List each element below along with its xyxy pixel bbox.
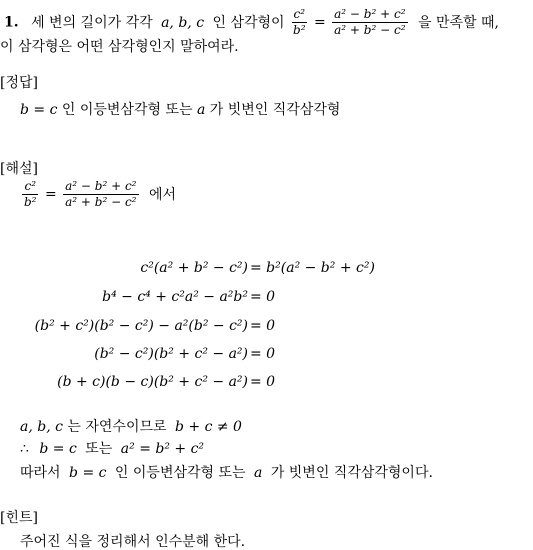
equation-rhs: = b²(a² − b² + c²) <box>250 260 375 276</box>
fraction-numerator: c² <box>22 180 38 195</box>
solution-text: 가 빗변인 직각삼각형이다. <box>270 465 433 481</box>
equation-lhs: (b² − c²)(b² + c² − a²) <box>94 346 248 362</box>
problem-fraction-rhs <box>332 8 407 37</box>
equation-lhs: (b² + c²)(b² − c²) − a²(b² − c²) <box>34 318 248 334</box>
solution-fraction-rhs <box>63 180 138 209</box>
equation-row <box>0 289 533 307</box>
answer-text-post: 가 빗변인 직각삼각형 <box>209 102 341 118</box>
equation-row <box>0 260 533 278</box>
solution-math: b + c ≠ 0 <box>174 419 242 435</box>
equation-row <box>0 346 533 364</box>
solution-fraction-lhs <box>22 180 39 209</box>
equation-row <box>0 374 533 392</box>
problem-line-2: 이 삼각형은 어떤 삼각형인지 말하여라. <box>0 39 239 55</box>
fraction-denominator: b² <box>293 23 306 38</box>
answer-var: a <box>196 102 206 118</box>
solution-text: 는 자연수이므로 <box>67 419 167 435</box>
problem-line-1 <box>4 8 499 37</box>
equation-rhs: = 0 <box>250 346 276 362</box>
solution-math: b = c <box>39 441 77 457</box>
problem-number: 1. <box>4 14 19 31</box>
problem-text-post: 을 만족할 때, <box>417 14 499 31</box>
fraction-denominator: a² + b² − c² <box>65 195 137 210</box>
solution-intro <box>20 180 176 209</box>
therefore-symbol: ∴ <box>20 441 29 457</box>
hint-text: 주어진 식을 정리해서 인수분해 한다. <box>20 534 246 550</box>
solution-text: 인 이등변삼각형 또는 <box>114 465 246 481</box>
solution-line-conclusion <box>20 466 433 480</box>
solution-text: 따라서 <box>20 465 61 481</box>
problem-text-pre: 세 변의 길이가 각각 <box>31 14 153 31</box>
problem-fraction-lhs <box>291 8 308 37</box>
fraction-numerator: c² <box>292 8 308 23</box>
answer-math: b = c <box>20 102 58 118</box>
answer-text-pre: 인 이등변삼각형 또는 <box>61 102 193 118</box>
equation-rhs: = 0 <box>250 289 276 305</box>
solution-line-natural <box>20 420 242 434</box>
solution-label: [해설] <box>0 161 38 177</box>
equation-rhs: = 0 <box>250 374 276 390</box>
equation-lhs: b⁴ − c⁴ + c²a² − a²b² <box>102 289 248 305</box>
problem-vars: a, b, c <box>161 14 205 31</box>
solution-text: 또는 <box>85 441 113 457</box>
equals-sign: = <box>44 186 57 203</box>
fraction-numerator: a² − b² + c² <box>332 8 407 23</box>
answer-line <box>20 103 340 117</box>
equation-row <box>0 318 533 336</box>
fraction-denominator: b² <box>24 195 37 210</box>
fraction-numerator: a² − b² + c² <box>63 180 138 195</box>
solution-line-therefore <box>20 442 204 456</box>
solution-math: b = c <box>69 465 107 481</box>
solution-suffix: 에서 <box>148 186 177 203</box>
solution-math: a <box>254 465 263 481</box>
solution-math: a, b, c <box>20 419 63 435</box>
equation-lhs: c²(a² + b² − c²) <box>140 260 248 276</box>
hint-label: [힌트] <box>0 510 38 526</box>
solution-math: a² = b² + c² <box>120 441 205 457</box>
fraction-denominator: a² + b² − c² <box>334 23 406 38</box>
answer-label: [정답] <box>0 75 38 91</box>
equation-lhs: (b + c)(b − c)(b² + c² − a²) <box>57 374 248 390</box>
equation-rhs: = 0 <box>250 318 276 334</box>
equals-sign: = <box>313 14 326 31</box>
problem-text-mid: 인 삼각형이 <box>212 14 285 31</box>
